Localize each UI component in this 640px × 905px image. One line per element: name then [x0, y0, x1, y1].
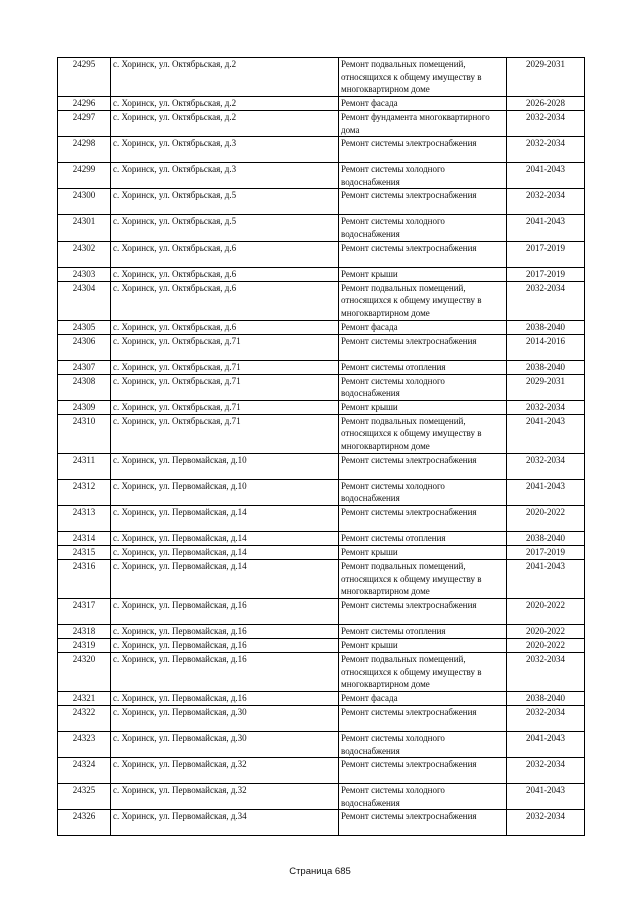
row-id: 24315: [58, 545, 111, 559]
row-address: с. Хоринск, ул. Первомайская, д.16: [111, 638, 339, 652]
row-address: с. Хоринск, ул. Октябрьская, д.3: [111, 163, 339, 189]
page-number: Страница 685: [289, 866, 351, 877]
table-row: [58, 215, 585, 241]
row-id: 24301: [58, 215, 111, 241]
row-address: с. Хоринск, ул. Первомайская, д.14: [111, 505, 339, 531]
row-work-type: Ремонт системы холодного водоснабжения: [339, 374, 507, 400]
row-years: 2032-2034: [507, 705, 585, 731]
works-table-body: [58, 58, 585, 836]
row-address: с. Хоринск, ул. Первомайская, д.16: [111, 652, 339, 691]
row-years: 2032-2034: [507, 400, 585, 414]
table-row: [58, 360, 585, 374]
row-work-type: Ремонт системы холодного водоснабжения: [339, 215, 507, 241]
row-id: 24298: [58, 137, 111, 163]
row-address: с. Хоринск, ул. Первомайская, д.30: [111, 731, 339, 757]
row-years: 2041-2043: [507, 414, 585, 453]
row-id: 24296: [58, 97, 111, 111]
row-work-type: Ремонт системы электроснабжения: [339, 241, 507, 267]
row-id: 24312: [58, 479, 111, 505]
table-row: [58, 638, 585, 652]
row-work-type: Ремонт системы отопления: [339, 531, 507, 545]
row-years: 2032-2034: [507, 758, 585, 784]
row-years: 2014-2016: [507, 334, 585, 360]
row-work-type: Ремонт системы холодного водоснабжения: [339, 479, 507, 505]
row-address: с. Хоринск, ул. Первомайская, д.34: [111, 810, 339, 836]
row-address: с. Хоринск, ул. Октябрьская, д.71: [111, 360, 339, 374]
table-row: [58, 163, 585, 189]
row-id: 24304: [58, 281, 111, 320]
row-years: 2032-2034: [507, 810, 585, 836]
row-work-type: Ремонт системы электроснабжения: [339, 189, 507, 215]
row-address: с. Хоринск, ул. Первомайская, д.10: [111, 453, 339, 479]
row-years: 2041-2043: [507, 479, 585, 505]
table-row: [58, 731, 585, 757]
row-id: 24314: [58, 531, 111, 545]
row-address: с. Хоринск, ул. Первомайская, д.16: [111, 624, 339, 638]
row-years: 2017-2019: [507, 545, 585, 559]
table-row: [58, 479, 585, 505]
row-years: 2020-2022: [507, 638, 585, 652]
row-work-type: Ремонт крыши: [339, 545, 507, 559]
row-address: с. Хоринск, ул. Первомайская, д.14: [111, 559, 339, 598]
row-years: 2038-2040: [507, 531, 585, 545]
row-work-type: Ремонт системы электроснабжения: [339, 810, 507, 836]
table-row: [58, 531, 585, 545]
row-work-type: Ремонт подвальных помещений, относящихся к общему имуществу в многоквартирном доме: [339, 414, 507, 453]
works-table: [57, 57, 585, 836]
row-work-type: Ремонт системы отопления: [339, 624, 507, 638]
row-years: 2041-2043: [507, 731, 585, 757]
table-row: [58, 414, 585, 453]
row-years: 2041-2043: [507, 163, 585, 189]
row-work-type: Ремонт подвальных помещений, относящихся к общему имуществу в многоквартирном доме: [339, 559, 507, 598]
row-id: 24303: [58, 267, 111, 281]
row-work-type: Ремонт системы холодного водоснабжения: [339, 731, 507, 757]
row-years: 2041-2043: [507, 784, 585, 810]
row-years: 2038-2040: [507, 360, 585, 374]
row-work-type: Ремонт системы холодного водоснабжения: [339, 163, 507, 189]
row-address: с. Хоринск, ул. Первомайская, д.30: [111, 705, 339, 731]
table-row: [58, 705, 585, 731]
row-address: с. Хоринск, ул. Октябрьская, д.5: [111, 189, 339, 215]
table-row: [58, 559, 585, 598]
table-row: [58, 97, 585, 111]
row-years: 2038-2040: [507, 320, 585, 334]
row-address: с. Хоринск, ул. Первомайская, д.14: [111, 545, 339, 559]
row-work-type: Ремонт подвальных помещений, относящихся к общему имуществу в многоквартирном доме: [339, 281, 507, 320]
row-id: 24317: [58, 598, 111, 624]
row-id: 24326: [58, 810, 111, 836]
row-work-type: Ремонт фундамента многоквартирного дома: [339, 111, 507, 137]
table-row: [58, 758, 585, 784]
row-id: 24311: [58, 453, 111, 479]
row-years: 2029-2031: [507, 58, 585, 97]
row-years: 2032-2034: [507, 189, 585, 215]
table-row: [58, 400, 585, 414]
table-row: [58, 810, 585, 836]
row-work-type: Ремонт фасада: [339, 97, 507, 111]
row-work-type: Ремонт подвальных помещений, относящихся к общему имуществу в многоквартирном доме: [339, 652, 507, 691]
row-id: 24323: [58, 731, 111, 757]
row-address: с. Хоринск, ул. Первомайская, д.32: [111, 758, 339, 784]
row-id: 24308: [58, 374, 111, 400]
row-id: 24322: [58, 705, 111, 731]
row-years: 2032-2034: [507, 111, 585, 137]
row-address: с. Хоринск, ул. Октябрьская, д.3: [111, 137, 339, 163]
table-row: [58, 453, 585, 479]
table-row: [58, 652, 585, 691]
row-id: 24324: [58, 758, 111, 784]
row-years: 2017-2019: [507, 241, 585, 267]
row-work-type: Ремонт системы электроснабжения: [339, 705, 507, 731]
row-years: 2032-2034: [507, 453, 585, 479]
row-id: 24320: [58, 652, 111, 691]
row-work-type: Ремонт системы холодного водоснабжения: [339, 784, 507, 810]
table-row: [58, 189, 585, 215]
row-work-type: Ремонт системы электроснабжения: [339, 453, 507, 479]
row-address: с. Хоринск, ул. Октябрьская, д.71: [111, 414, 339, 453]
row-address: с. Хоринск, ул. Октябрьская, д.6: [111, 241, 339, 267]
table-row: [58, 505, 585, 531]
table-row: [58, 598, 585, 624]
row-id: 24299: [58, 163, 111, 189]
row-years: 2020-2022: [507, 505, 585, 531]
table-row: [58, 58, 585, 97]
row-id: 24302: [58, 241, 111, 267]
row-id: 24305: [58, 320, 111, 334]
row-address: с. Хоринск, ул. Октябрьская, д.2: [111, 111, 339, 137]
row-work-type: Ремонт системы электроснабжения: [339, 334, 507, 360]
table-row: [58, 691, 585, 705]
row-address: с. Хоринск, ул. Октябрьская, д.71: [111, 334, 339, 360]
row-id: 24319: [58, 638, 111, 652]
row-years: 2038-2040: [507, 691, 585, 705]
row-id: 24321: [58, 691, 111, 705]
row-id: 24325: [58, 784, 111, 810]
row-id: 24318: [58, 624, 111, 638]
table-row: [58, 374, 585, 400]
row-years: 2041-2043: [507, 559, 585, 598]
row-id: 24310: [58, 414, 111, 453]
row-work-type: Ремонт системы электроснабжения: [339, 137, 507, 163]
row-address: с. Хоринск, ул. Октябрьская, д.6: [111, 267, 339, 281]
row-work-type: Ремонт фасада: [339, 320, 507, 334]
table-row: [58, 624, 585, 638]
row-address: с. Хоринск, ул. Первомайская, д.16: [111, 598, 339, 624]
row-years: 2041-2043: [507, 215, 585, 241]
table-row: [58, 784, 585, 810]
row-id: 24313: [58, 505, 111, 531]
row-address: с. Хоринск, ул. Октябрьская, д.2: [111, 97, 339, 111]
row-years: 2032-2034: [507, 652, 585, 691]
row-work-type: Ремонт подвальных помещений, относящихся к общему имуществу в многоквартирном доме: [339, 58, 507, 97]
row-years: 2020-2022: [507, 598, 585, 624]
row-id: 24316: [58, 559, 111, 598]
row-years: 2032-2034: [507, 281, 585, 320]
row-work-type: Ремонт крыши: [339, 638, 507, 652]
row-id: 24295: [58, 58, 111, 97]
row-work-type: Ремонт системы электроснабжения: [339, 758, 507, 784]
row-years: 2032-2034: [507, 137, 585, 163]
row-years: 2026-2028: [507, 97, 585, 111]
row-address: с. Хоринск, ул. Первомайская, д.10: [111, 479, 339, 505]
row-address: с. Хоринск, ул. Первомайская, д.16: [111, 691, 339, 705]
row-work-type: Ремонт системы отопления: [339, 360, 507, 374]
row-address: с. Хоринск, ул. Октябрьская, д.6: [111, 320, 339, 334]
row-years: 2029-2031: [507, 374, 585, 400]
row-address: с. Хоринск, ул. Октябрьская, д.6: [111, 281, 339, 320]
table-row: [58, 334, 585, 360]
table-row: [58, 545, 585, 559]
row-work-type: Ремонт системы электроснабжения: [339, 598, 507, 624]
row-work-type: Ремонт фасада: [339, 691, 507, 705]
row-address: с. Хоринск, ул. Первомайская, д.14: [111, 531, 339, 545]
table-row: [58, 267, 585, 281]
row-address: с. Хоринск, ул. Октябрьская, д.71: [111, 374, 339, 400]
row-years: 2020-2022: [507, 624, 585, 638]
table-row: [58, 281, 585, 320]
row-address: с. Хоринск, ул. Первомайская, д.32: [111, 784, 339, 810]
table-row: [58, 241, 585, 267]
table-row: [58, 137, 585, 163]
table-row: [58, 320, 585, 334]
row-address: с. Хоринск, ул. Октябрьская, д.71: [111, 400, 339, 414]
row-work-type: Ремонт крыши: [339, 267, 507, 281]
row-id: 24309: [58, 400, 111, 414]
row-address: с. Хоринск, ул. Октябрьская, д.5: [111, 215, 339, 241]
table-row: [58, 111, 585, 137]
row-work-type: Ремонт системы электроснабжения: [339, 505, 507, 531]
row-id: 24306: [58, 334, 111, 360]
row-work-type: Ремонт крыши: [339, 400, 507, 414]
row-id: 24297: [58, 111, 111, 137]
row-years: 2017-2019: [507, 267, 585, 281]
row-id: 24300: [58, 189, 111, 215]
row-address: с. Хоринск, ул. Октябрьская, д.2: [111, 58, 339, 97]
row-id: 24307: [58, 360, 111, 374]
